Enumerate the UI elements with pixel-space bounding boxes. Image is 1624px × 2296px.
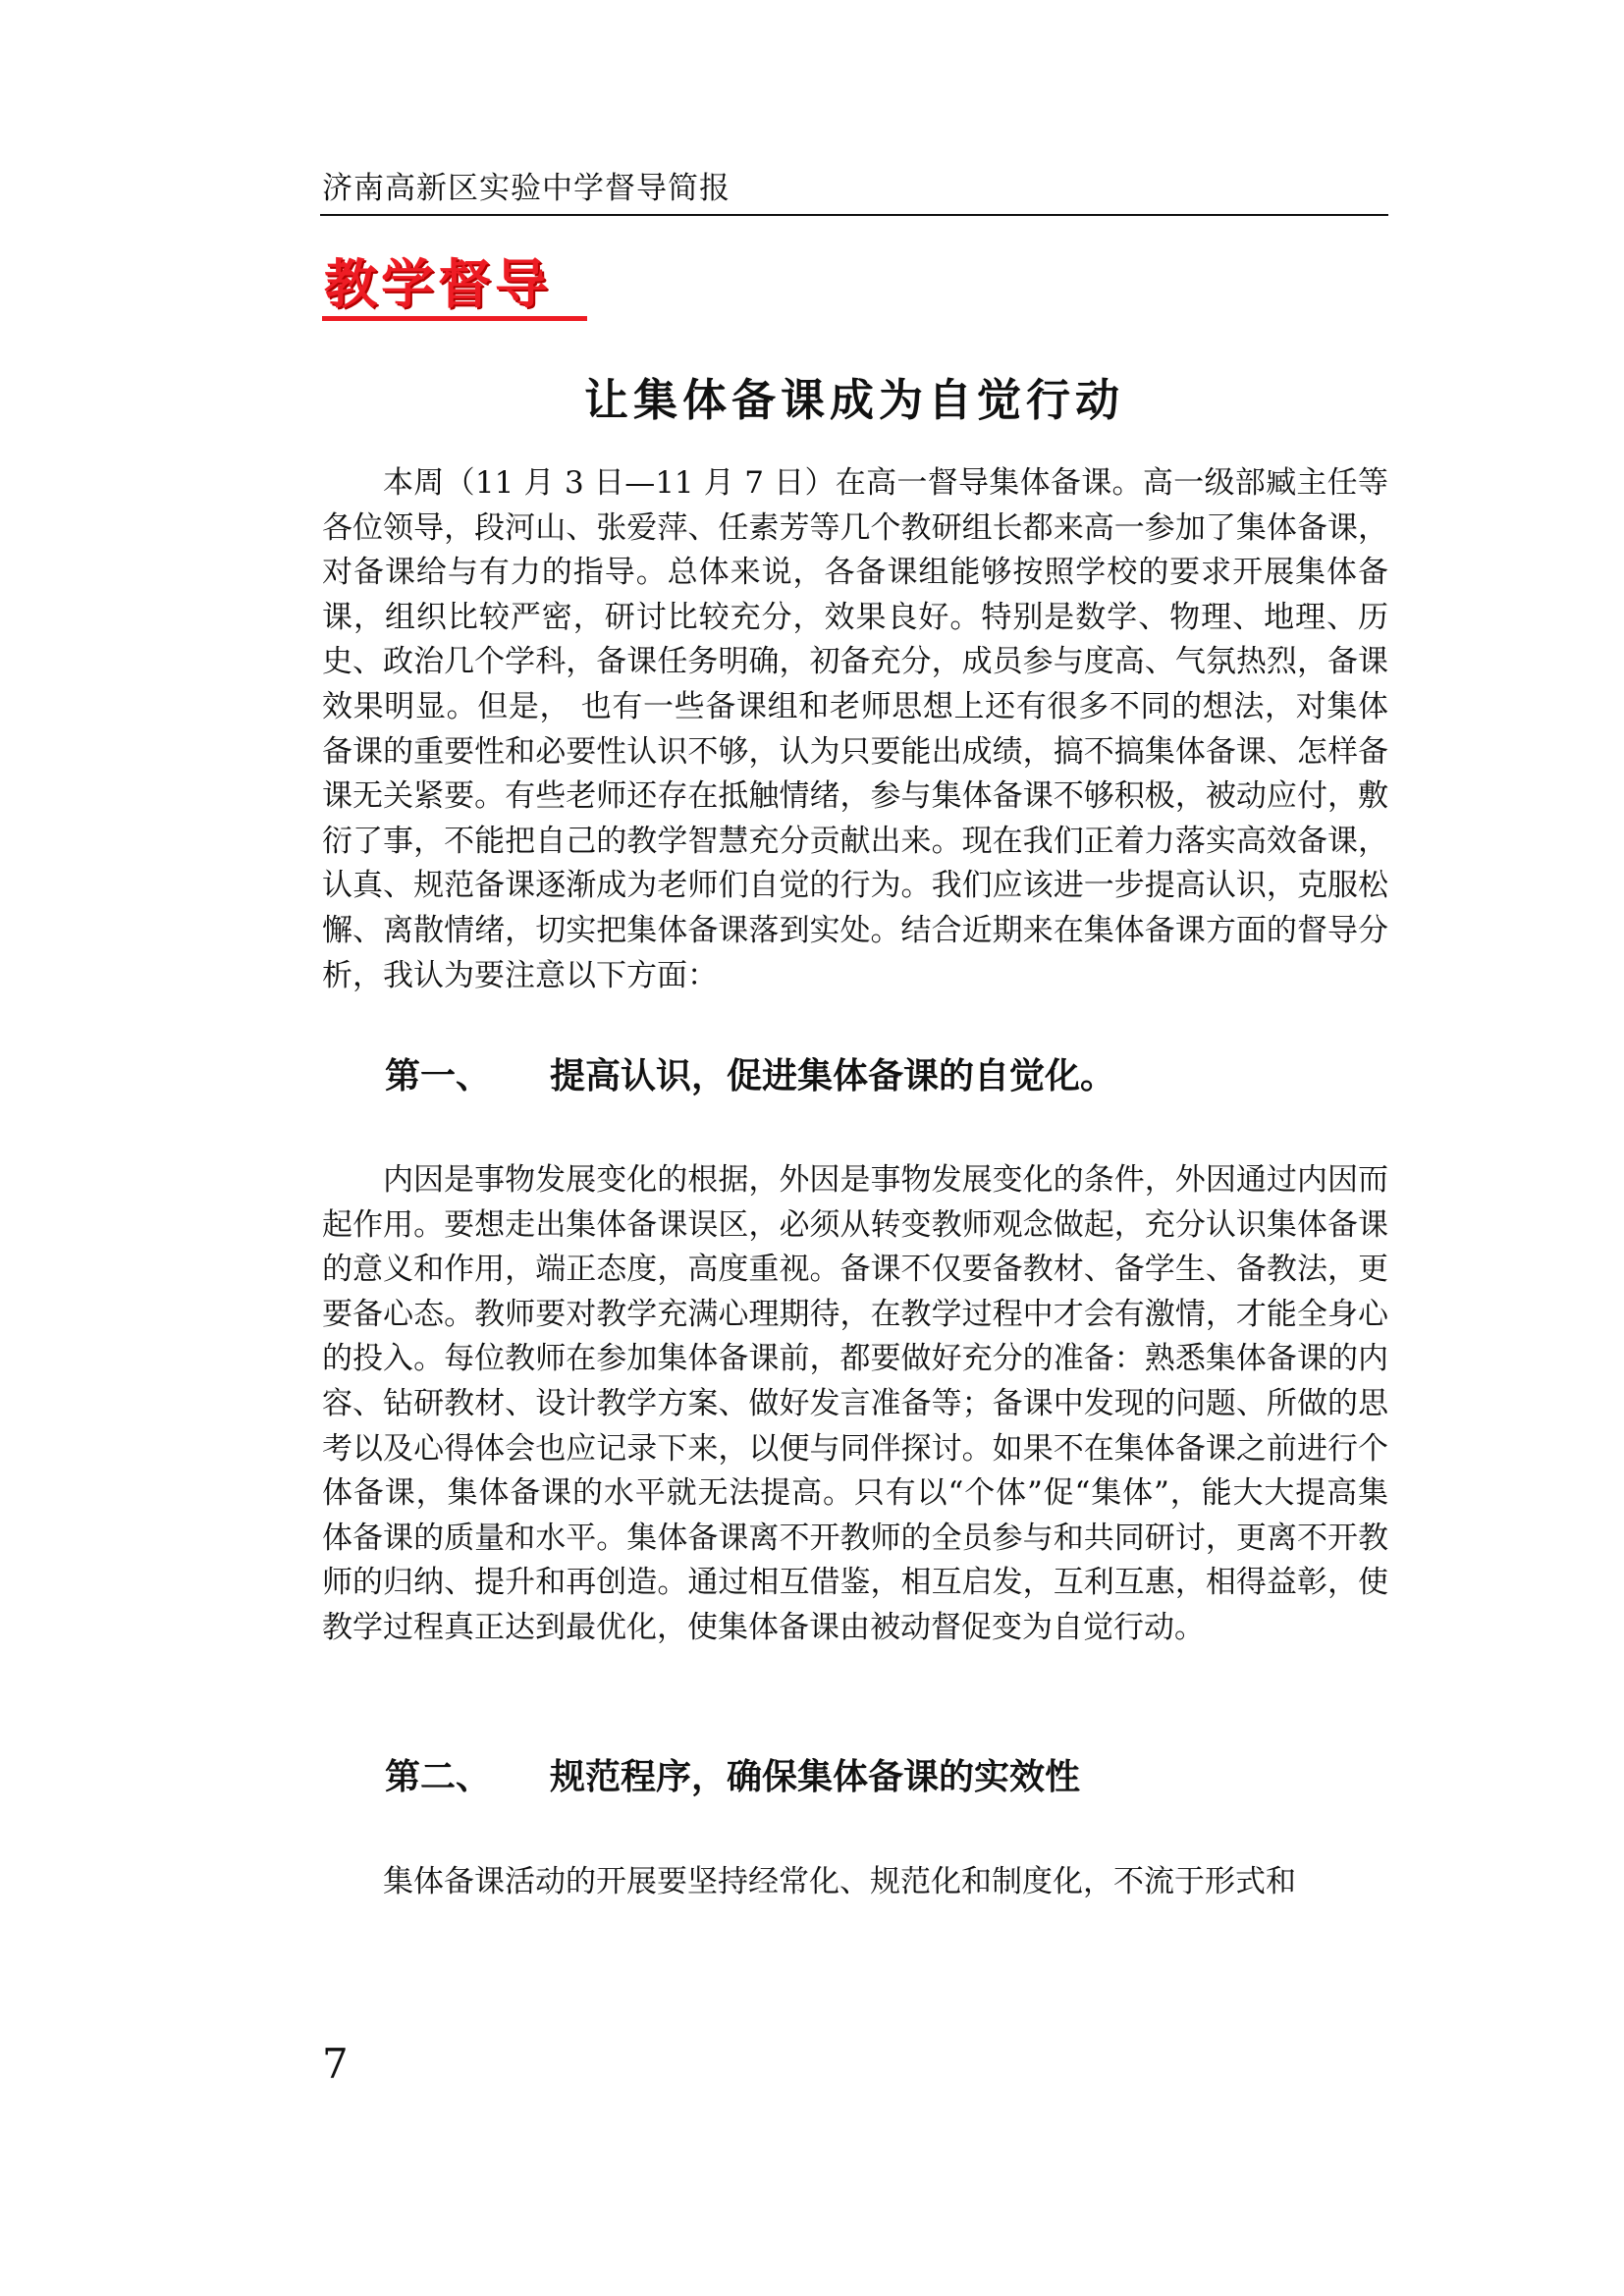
header-divider [320,214,1388,216]
page-number: 7 [322,2040,349,2088]
intro-paragraph: 本周（11 月 3 日—11 月 7 日）在高一督导集体备课。高一级部臧主任等各位领导，段河山、张爱萍、任素芳等几个教研组长都来高一参加了集体备课，对备课给与有力的指导。总体来说，各备课组能够按照学校的要求开展集体备课，组织比较严密，研讨比较充分，效果良好。特别是数学、物理、地理、历史、政治几个学科，备课任务明确，初备充分，成员参与度高、气氛热烈，备课效果明显。但是， 也有一些备课组和老师思想上还有很多不同的想法，对集体备课的重要性和必要性认识不够，认为只要能出成绩，搞不搞集体备课、怎样备课无关紧要。有些老师还存在抵触情绪，参与集体备课不够积极，被动应付，敷衍了事，不能把自己的教学智慧充分贡献出来。现在我们正着力落实高效备课，认真、规范备课逐渐成为老师们自觉的行为。我们应该进一步提高认识，克服松懈、离散情绪，切实把集体备课落到实处。结合近期来在集体备课方面的督导分析，我认为要注意以下方面： [322,465,1388,993]
section-number-1: 第一、 [385,1056,492,1096]
section-heading-2 [385,1755,1080,1800]
section-heading-1 [385,1054,1115,1099]
section-label-underline [322,316,587,321]
publication-header: 济南高新区实验中学督导简报 [322,171,731,206]
section-heading-text-1: 提高认识，促进集体备课的自觉化。 [550,1056,1116,1096]
section-body-2: 集体备课活动的开展要坚持经常化、规范化和制度化，不流于形式和 [383,1864,1296,1899]
section-body-1: 内因是事物发展变化的根据，外因是事物发展变化的条件，外因通过内因而起作用。要想走出集体备课误区，必须从转变教师观念做起，充分认识集体备课的意义和作用，端正态度，高度重视。备课不仅要备教材、备学生、备教法，更要备心态。教师要对教学充满心理期待，在教学过程中才会有激情，才能全身心的投入。每位教师在参加集体备课前，都要做好充分的准备：熟悉集体备课的内容、钻研教材、设计教学方案、做好发言准备等；备课中发现的问题、所做的思考以及心得体会也应记录下来，以便与同伴探讨。如果不在集体备课之前进行个体备课，集体备课的水平就无法提高。只有以“个体”促“集体”，能大大提高集体备课的质量和水平。集体备课离不开教师的全员参与和共同研讨，更离不开教师的归纳、提升和再创造。通过相互借鉴，相互启发，互利互惠，相得益彰，使教学过程真正达到最优化，使集体备课由被动督促变为自觉行动。 [322,1162,1388,1645]
section-label: 教学督导 [324,253,552,315]
section-number-2: 第二、 [385,1757,492,1797]
section-heading-text-2: 规范程序，确保集体备课的实效性 [550,1757,1081,1797]
article-title: 让集体备课成为自觉行动 [583,374,1124,426]
